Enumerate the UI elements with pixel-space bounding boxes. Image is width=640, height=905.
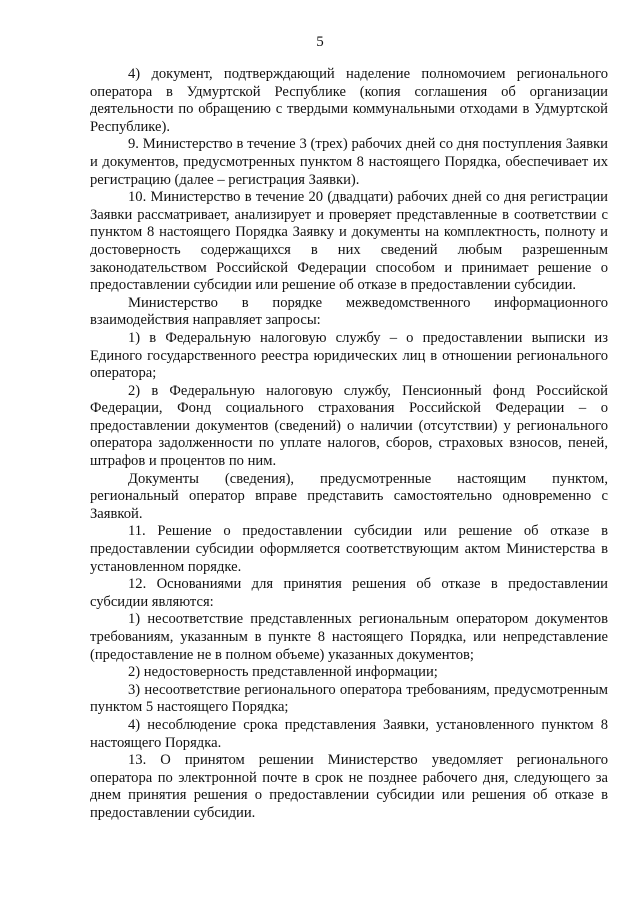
paragraph-refusal-1: 1) несоответствие представленных региональным оператором документов требованиям, указанным в пункте 8 настоящего Порядка, или непредставление (предоставление не в полном объеме) указанных документов;: [90, 611, 608, 663]
paragraph-refusal-3: 3) несоответствие регионального оператора требованиям, предусмотренным пунктом 5 настоящего Порядка;: [90, 681, 608, 716]
document-body: [90, 66, 608, 823]
page-number: 5: [316, 34, 324, 50]
paragraph-13: 13. О принятом решении Министерство уведомляет регионального оператора по электронной почте в срок не позднее рабочего дня, следующего за днем принятия решения о предоставлении субсидии или решения об отказе в предоставлении субсидии.: [90, 752, 608, 821]
paragraph-item-4: 4) документ, подтверждающий наделение полномочием регионального оператора в Удмуртской Республике (копия соглашения об организации деятельности по обращению с твердыми коммунальными отходами в Удмуртской Республике).: [90, 66, 608, 135]
paragraph-11: 11. Решение о предоставлении субсидии или решение об отказе в предоставлении субсидии оформляется соответствующим актом Министерства в установленном порядке.: [90, 523, 608, 575]
paragraph-refusal-2: 2) недостоверность представленной информации;: [128, 664, 438, 681]
paragraph-9: 9. Министерство в течение 3 (трех) рабочих дней со дня поступления Заявки и документов, предусмотренных пунктом 8 настоящего Порядка, обеспечивает их регистрацию (далее – регистрация Заявки).: [90, 136, 608, 188]
paragraph-10: 10. Министерство в течение 20 (двадцати) рабочих дней со дня регистрации Заявки рассматривает, анализирует и проверяет представленные в соответствии с пунктом 8 настоящего Порядка Заявку и документы на комплектность, полноту и достоверность содержащихся в них сведений любым разрешенным законодательством Российской Федерации способом и принимает решение о предоставлении субсидии или решение об отказе в предоставлении субсидии.: [90, 189, 608, 294]
paragraph-documents-note: Документы (сведения), предусмотренные настоящим пунктом, региональный оператор вправе представить самостоятельно одновременно с Заявкой.: [90, 470, 608, 522]
paragraph-requests-intro: Министерство в порядке межведомственного информационного взаимодействия направляет запросы:: [90, 294, 608, 329]
paragraph-refusal-4: 4) несоблюдение срока представления Заявки, установленного пунктом 8 настоящего Порядка.: [90, 716, 608, 751]
paragraph-request-1: 1) в Федеральную налоговую службу – о предоставлении выписки из Единого государственного реестра юридических лиц в отношении регионального оператора;: [90, 329, 608, 382]
paragraph-12: 12. Основаниями для принятия решения об отказе в предоставлении субсидии являются:: [90, 576, 608, 610]
paragraph-request-2: 2) в Федеральную налоговую службу, Пенсионный фонд Российской Федерации, Фонд социального страхования Российской Федерации – о предоставлении документов (сведений) о наличии (отсутствии) у регионального оператора задолженности по уплате налогов, сборов, страховых взносов, пеней, штрафов и процентов по ним.: [90, 382, 608, 470]
